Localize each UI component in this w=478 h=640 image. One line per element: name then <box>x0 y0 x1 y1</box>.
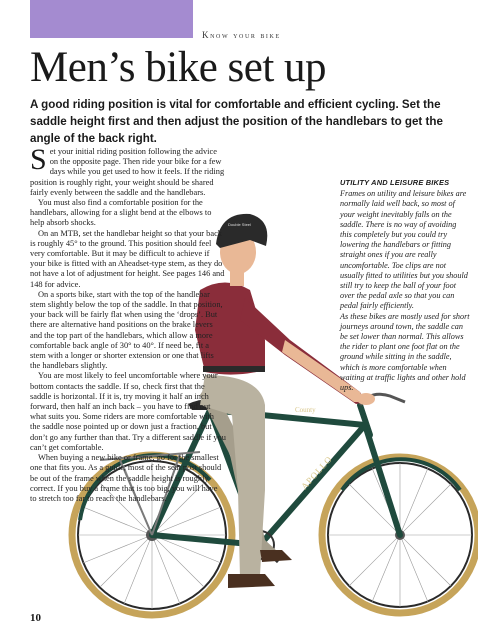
body-paragraph: You must also find a comfortable position for the handlebars, allowing for a slight bend at the elbows to help absorb shocks. <box>30 198 212 228</box>
body-paragraph: You are most likely to feel uncomfortable where your bottom contacts the saddle. If so, check first that the saddle is horizontal. If it is, try moving it half an inch forward, then half an inch back – you have to find out what suits you. Some riders are more comfortable with the saddle nose pointed up or down just a fraction, but don’t go any further than that. Try a different saddle if you can’t get comfortable. <box>30 371 226 452</box>
frame-down-text: APOLLO <box>299 453 335 492</box>
page-title: Men’s bike set up <box>30 44 327 91</box>
drop-cap: S <box>30 143 47 176</box>
section-label: Know your bike <box>202 30 281 40</box>
page-number: 10 <box>30 612 41 624</box>
shoe <box>228 574 275 588</box>
body-text-column <box>30 143 226 504</box>
sidebar-column <box>340 178 470 393</box>
sidebar-paragraph: As these bikes are mostly used for short journeys around town, the saddle can be set lower than normal. This allows the rider to plant one foot flat on the ground while sitting in the saddle, which is more comfortable when waiting at traffic lights and other hold ups. <box>340 311 470 393</box>
intro-paragraph: A good riding position is vital for comfortable and efficient cycling. Set the saddle height first and then adjust the position of the handlebars to get the angle of the back right. <box>30 98 443 145</box>
body-paragraph: Set your initial riding position following the advice on the opposite page. Then ride your bike for a few days while you get used to how it feels. If the riding position is roughly right, your weight should be shared fairly evenly between the saddle and the handlebars. <box>30 143 225 197</box>
sidebar-paragraph: Frames on utility and leisure bikes are normally laid well back, so most of your weight inevitably falls on the saddle. There is no way of avoiding this completely but you could try lowering the handlebars or fitting straight ones if you are really uncomfortable. Toe clips are not usually fitted to utilities but you should still try to keep the ball of your foot over the pedal axle so that you can pedal fairly efficiently. <box>340 189 468 311</box>
body-paragraph: On a sports bike, start with the top of the handlebar stem slightly below the top of the saddle. In that position, your back will be fairly flat when using the ‘drops’. But there are alternative hand positions on the brake levers and the top part of the handlebars, which allow a more comfortable back angle of 30° to 40°. If need be, fit a stem with a longer or shorter extension or one that lifts the handlebars slightly. <box>30 289 223 371</box>
body-paragraph: When buying a new bike or frame, go for the smallest one that fits you. As a guide, most of the seat post should be out of the frame when the saddle height is roughly correct. If you buy a frame that is too big, you will have to stretch too far to reach the handlebars. <box>30 453 222 503</box>
section-color-tab <box>30 0 193 38</box>
body-paragraph: On an MTB, set the handlebar height so that your back is roughly 45° to the ground. This position should feel very comfortable. But it may be difficult to achieve if your bike is fitted with an Aheadset-type stem, as they do not have a lot of adjustment for height. See pages 146 and 148 for advice. <box>30 228 225 289</box>
sidebar-heading: UTILITY AND LEISURE BIKES <box>340 178 450 187</box>
helmet-brand: Double Steel <box>228 222 251 227</box>
frame-top-text: County <box>295 406 316 414</box>
